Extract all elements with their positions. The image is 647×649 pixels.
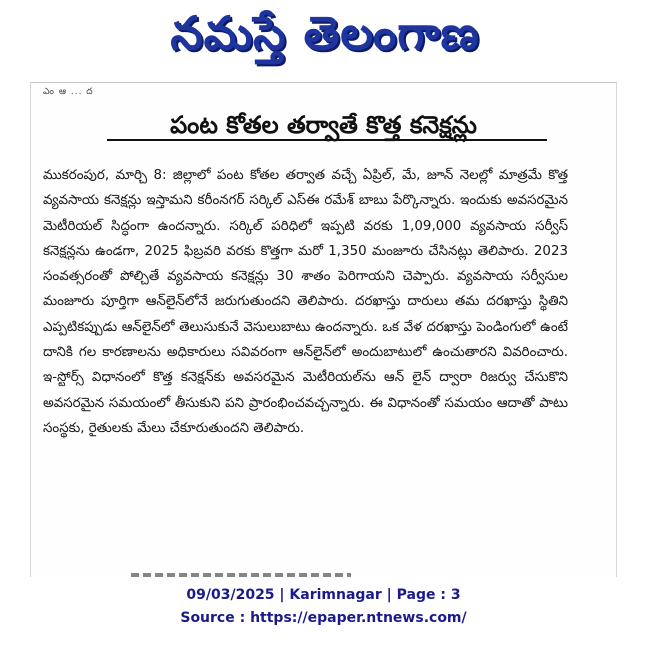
article-body-text: ముకరంపుర, మార్చి 8: జిల్లాలో పంట కోతల తర్వాత వచ్చే ఏప్రిల్, మే, జూన్ నెలల్లో మాత్రమే కొత్త వ్యవసాయ కనెక్షన్లు ఇస్తామని కరీంనగర్ సర్కిల్ ఎస్ఈ రమేశ్ బాబు పేర్కొన్నారు. ఇందుకు అవసరమైన మెటీరియల్ సిద్ధంగా ఉందన్నారు. సర్కిల్ పరిధిలో ఇప్పటి వరకు 1,09,000 వ్యవసాయ సర్వీస్ కనెక్షన్లను ఉండగా, 2025 ఫిబ్రవరి వరకు కొత్తగా మరో 1,350 మంజూరు చేసినట్లు తెలిపారు. 2023 సంవత్సరంతో పోల్చితే వ్యవసాయ కనెక్షన్లు 30 శాతం పెరిగాయని చెప్పారు. వ్యవసాయ సర్వీసుల మంజూరు పూర్తిగా ఆన్‌లైన్‌లోనే జరుగుతుందని తెలిపారు. దరఖాస్తు దారులు తమ దరఖాస్తు స్థితిని ఎప్పటికప్పుడు ఆన్‌లైన్‌లో తెలుసుకునే వెసులుబాటు ఉందన్నారు. ఒక వేళ దరఖాస్తు పెండింగులో ఉంటే దానికి గల కారణాలను అధికారులు సవివరంగా ఆన్‌లైన్‌లో అందుబాటులో ఉంచుతారని వివరించారు. ఇ-స్టోర్స్ విధానంలో కొత్త కనెక్షన్‌కు అవసరమైన మెటీరియల్‌ను ఆన్ లైన్ ద్వారా రిజర్వు చేసుకొని అవసరమైన సమయంలో తీసుకుని పని ప్రారంభించవచ్చన్నారు. ఈ విధానంతో సమయం ఆదాతో పాటు సంస్థకు, రైతులకు మేలు చేకూరుతుందని తెలిపారు. bbox=[43, 168, 568, 436]
edition-info: 09/03/2025 | Karimnagar | Page : 3 bbox=[186, 587, 461, 603]
newspaper-masthead bbox=[120, 6, 530, 72]
masthead-logo-text: నమస్తే తెలంగాణ bbox=[170, 6, 480, 60]
article-clipping bbox=[30, 82, 617, 577]
source-link[interactable]: Source : https://epaper.ntnews.com/ bbox=[180, 610, 467, 626]
article-headline: పంట కోతల తర్వాతే కొత్త కనెక్షన్లు bbox=[170, 111, 477, 139]
cropped-following-text bbox=[131, 573, 351, 577]
headline-underline bbox=[107, 139, 547, 141]
cropped-preceding-text: ఎం ఆ ... ద bbox=[43, 87, 94, 97]
clipping-footer bbox=[0, 584, 647, 630]
